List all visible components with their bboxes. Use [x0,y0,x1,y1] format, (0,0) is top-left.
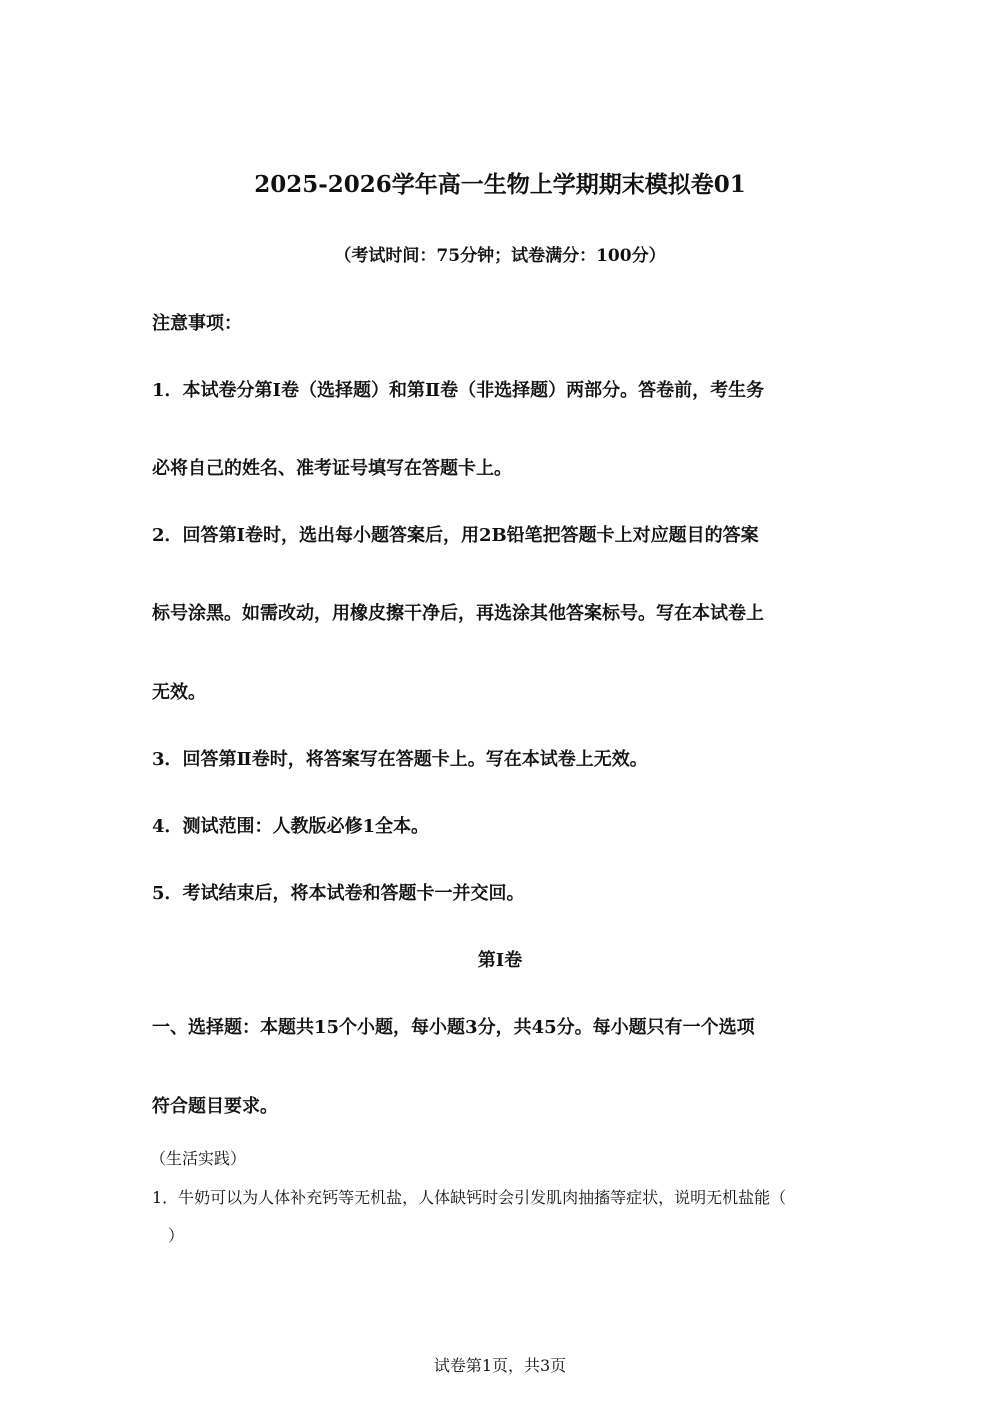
notice-line: 必将自己的姓名、准考证号填写在答题卡上。 [152,458,512,479]
page-footer: 试卷第1页，共3页 [433,1356,567,1375]
section-instruction: 一、选择题：本题共15个小题，每小题3分，共45分。每小题只有一个选项 [152,1017,755,1038]
exam-title: 2025-2026学年高一生物上学期期末模拟卷01 [254,171,746,198]
notice-line: 3．回答第Ⅱ卷时，将答案写在答题卡上。写在本试卷上无效。 [152,749,648,770]
section-instruction: 符合题目要求。 [152,1096,278,1117]
notice-heading: 注意事项： [152,313,242,334]
notice-line: 2．回答第Ⅰ卷时，选出每小题答案后，用2B铅笔把答题卡上对应题目的答案 [152,525,759,546]
notice-line: 无效。 [152,682,206,703]
question-text: 1．牛奶可以为人体补充钙等无机盐，人体缺钙时会引发肌肉抽搐等症状，说明无机盐能（ [152,1188,787,1207]
notice-line: 4．测试范围：人教版必修1全本。 [152,816,430,837]
notice-line: 1．本试卷分第Ⅰ卷（选择题）和第Ⅱ卷（非选择题）两部分。答卷前，考生务 [152,380,765,401]
question-text: ） [152,1226,185,1245]
section-heading: 第Ⅰ卷 [477,950,523,971]
notice-line: 标号涂黑。如需改动，用橡皮擦干净后，再选涂其他答案标号。写在本试卷上 [152,603,764,624]
exam-subtitle: （考试时间：75分钟；试卷满分：100分） [334,246,666,266]
question-tag: （生活实践） [150,1149,247,1168]
notice-line: 5．考试结束后，将本试卷和答题卡一并交回。 [152,883,525,904]
